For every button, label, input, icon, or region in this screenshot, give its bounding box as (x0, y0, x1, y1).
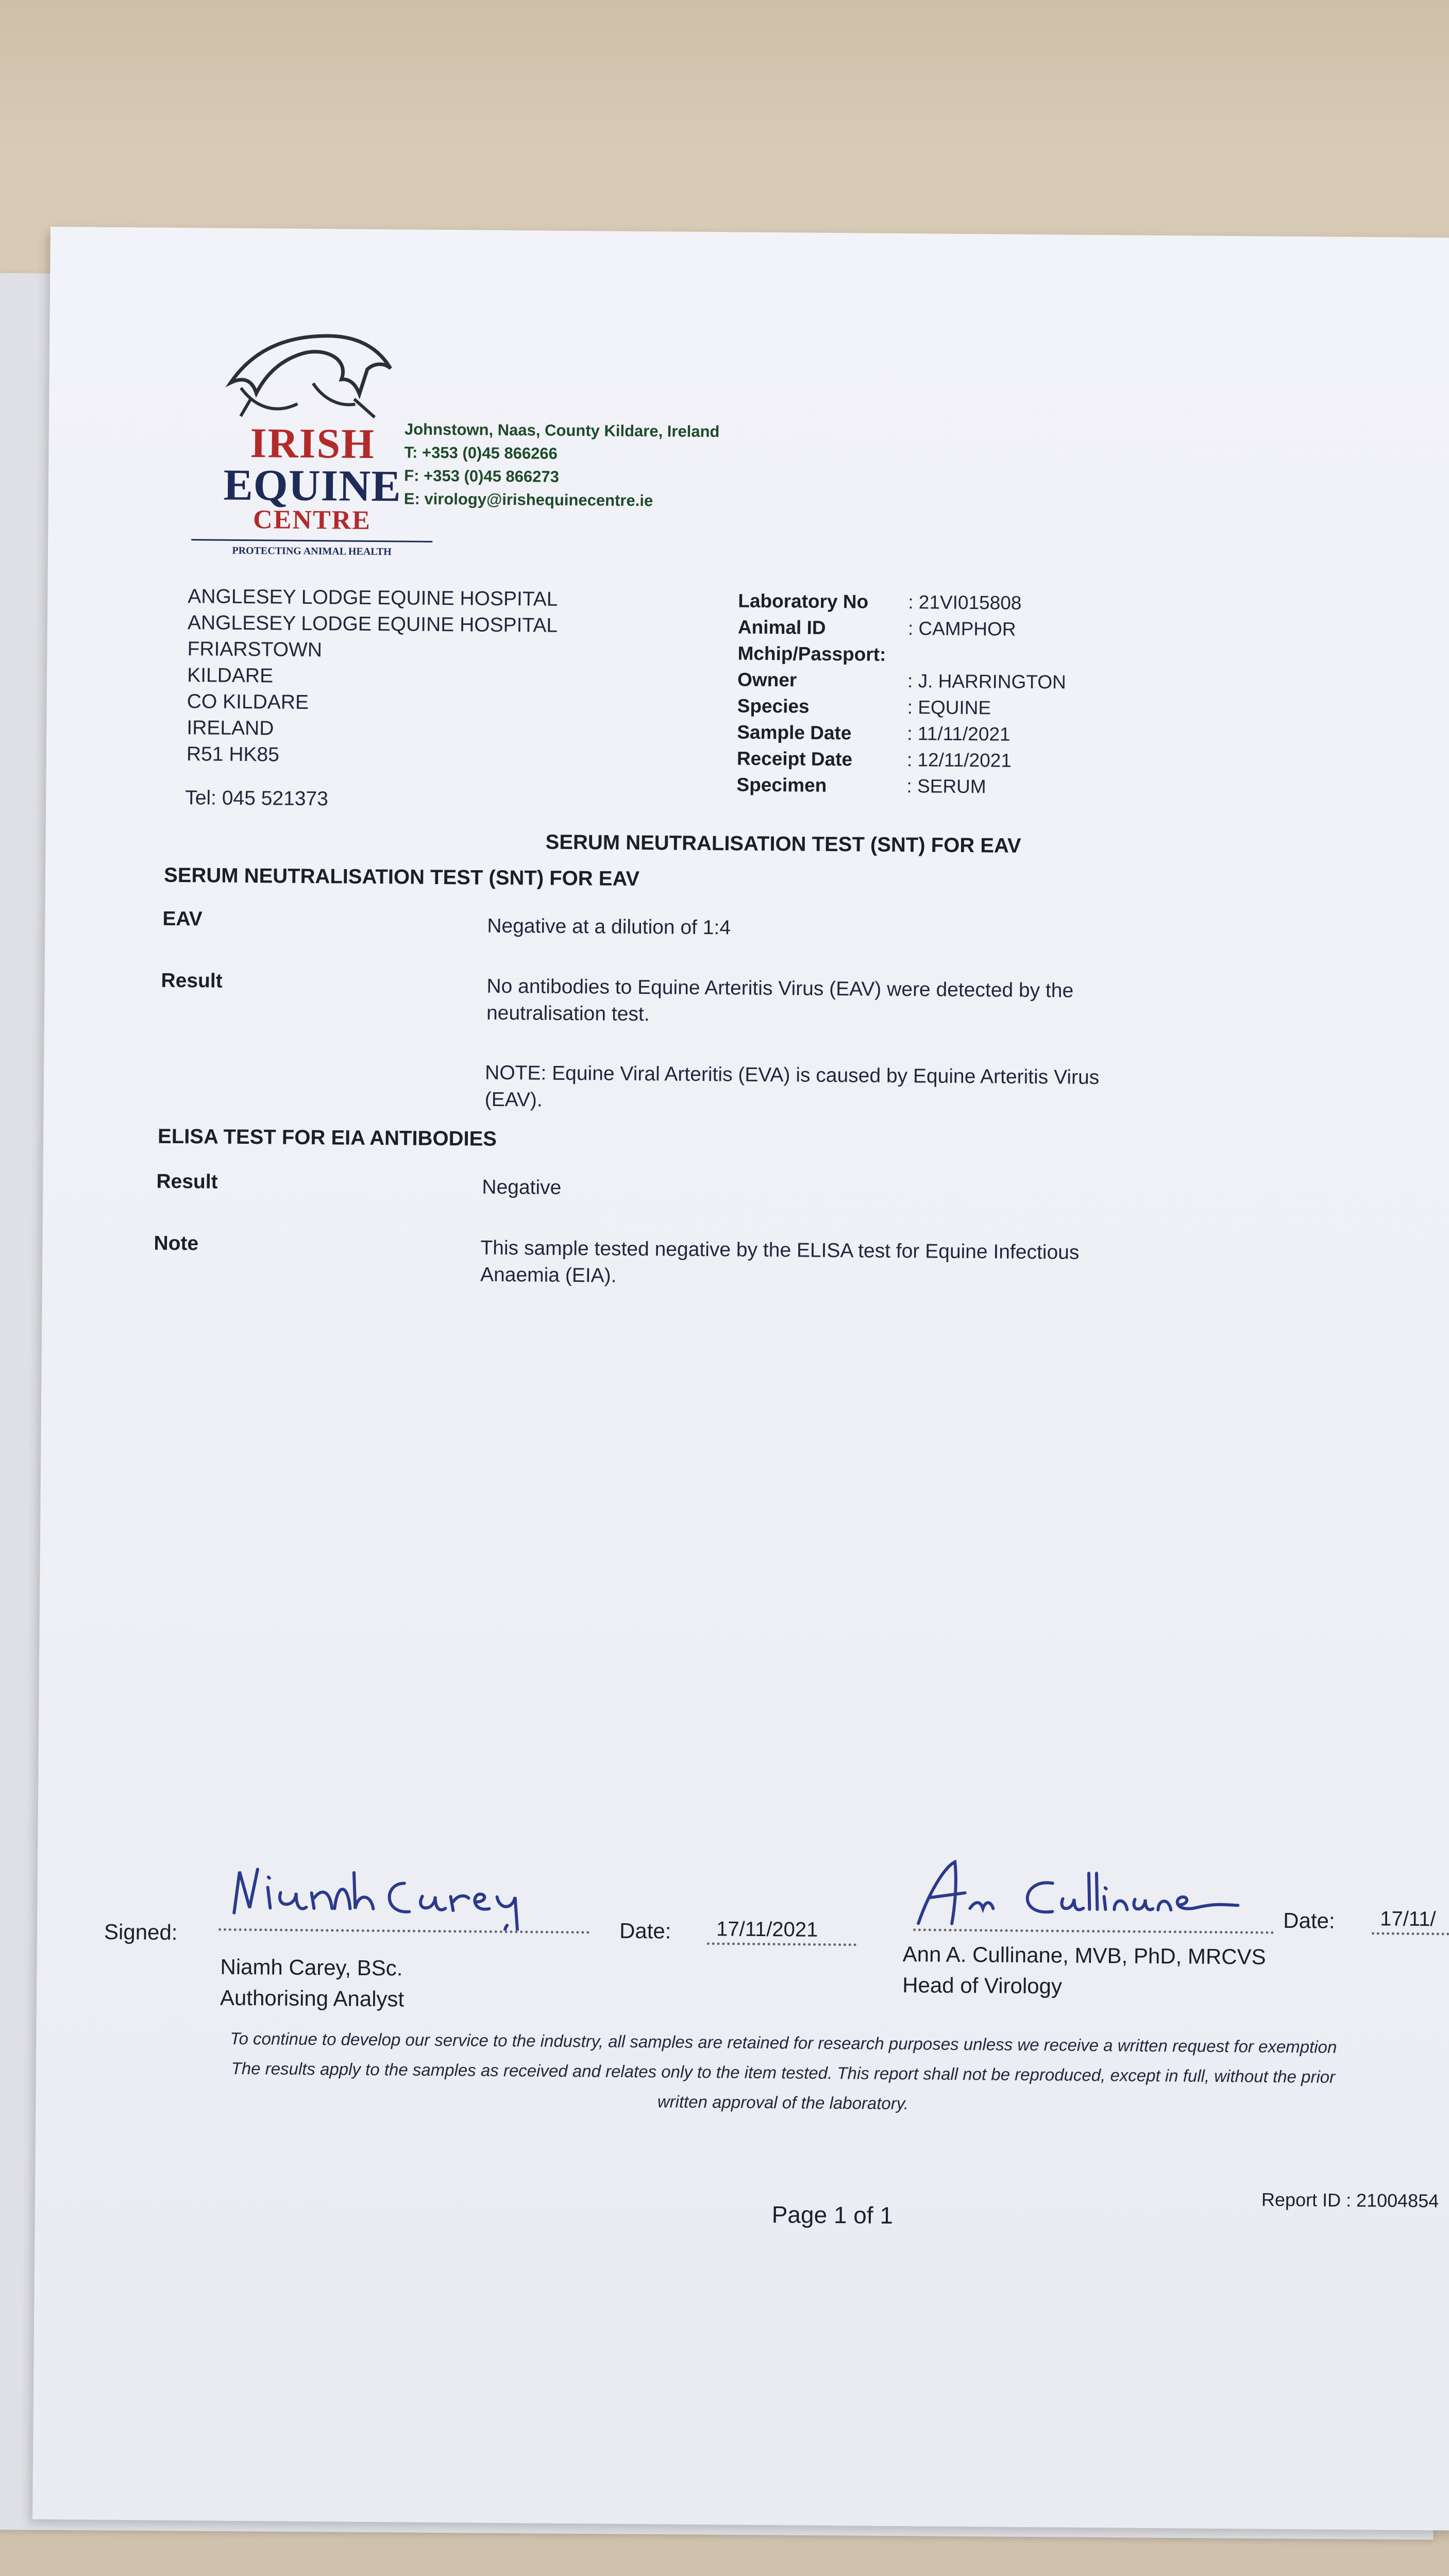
date-label-2: Date: (1283, 1908, 1335, 1933)
contact-address: Johnstown, Naas, County Kildare, Ireland (404, 420, 720, 441)
report-sheet (32, 227, 1449, 2531)
logo-centre: CENTRE (252, 505, 372, 535)
address-line: FRIARSTOWN (187, 638, 323, 662)
lab-value: : 12/11/2021 (906, 749, 1012, 771)
lab-label: Species (737, 695, 810, 717)
report-id: Report ID : 21004854 (1261, 2189, 1439, 2212)
snt-note: NOTE: Equine Viral Arteritis (EVA) is caused by Equine Arteritis Virus (EAV). (484, 1061, 1100, 1111)
elisa-note-value: This sample tested negative by the ELISA test for Equine Infectious Anaemia (EIA). (480, 1236, 1080, 1287)
contact-phone: T: +353 (0)45 866266 (404, 443, 558, 463)
footnote-line: written approval of the laboratory. (657, 2092, 909, 2113)
date-line-2 (1372, 1932, 1449, 1935)
contact-block (404, 417, 720, 513)
lab-value: : SERUM (906, 775, 986, 798)
address-line: R51 HK85 (186, 743, 280, 766)
lab-label: Receipt Date (736, 748, 853, 770)
footnote-line: The results apply to the samples as received and relates only to the item tested. This report shall not be reproduced, except in full, without the prior (231, 2058, 1336, 2087)
lab-row (737, 719, 1066, 748)
recipient-tel: Tel: 045 521373 (185, 787, 329, 810)
eav-value: Negative at a dilution of 1:4 (487, 914, 731, 939)
lab-row (737, 692, 1066, 721)
elisa-result-label: Result (156, 1170, 218, 1193)
handwritten-signature-icon (898, 1851, 1259, 1931)
logo-irish: IRISH (250, 419, 376, 467)
lab-value: : 21VI015808 (908, 591, 1022, 614)
lab-label: Animal ID (737, 616, 826, 638)
elisa-result-value: Negative (482, 1176, 562, 1199)
head-virology-block (902, 1939, 1266, 2004)
logo-tagline: PROTECTING ANIMAL HEALTH (191, 539, 432, 558)
analyst-role: Authorising Analyst (220, 1985, 405, 2011)
date-value-1: 17/11/2021 (716, 1918, 818, 1941)
recipient-address (187, 583, 558, 770)
contact-fax: F: +353 (0)45 866273 (404, 466, 560, 486)
snt-result-label: Result (161, 969, 223, 992)
handwritten-signature-icon (218, 1851, 590, 1931)
lab-value: : EQUINE (907, 697, 991, 719)
date-line-1 (707, 1942, 856, 1946)
lab-value: : CAMPHOR (907, 618, 1016, 640)
snt-heading: SERUM NEUTRALISATION TEST (SNT) FOR EAV (163, 863, 640, 891)
lab-row (737, 745, 1066, 774)
elisa-heading: ELISA TEST FOR EIA ANTIBODIES (157, 1125, 497, 1150)
disclaimer-footnote (139, 2023, 1427, 2123)
footnote-line: To continue to develop our service to the industry, all samples are retained for research purposes unless we receive a written request for exemption (230, 2028, 1337, 2057)
contact-email: E: virology@irishequinecentre.ie (403, 489, 653, 510)
lab-row (736, 771, 1065, 800)
signature-ann-cullinane (898, 1851, 1259, 1931)
eav-label: EAV (162, 907, 203, 930)
lab-row (737, 666, 1066, 695)
analyst-block (220, 1952, 405, 2015)
horse-logo-icon (220, 321, 406, 420)
lab-label: Owner (737, 669, 797, 691)
lab-value: : 11/11/2021 (907, 723, 1010, 745)
date-label-1: Date: (619, 1918, 671, 1943)
head-role: Head of Virology (902, 1973, 1063, 1998)
lab-value: : J. HARRINGTON (907, 670, 1066, 693)
lab-details (736, 588, 1067, 801)
lab-label: Mchip/Passport: (737, 642, 886, 665)
head-name: Ann A. Cullinane, MVB, PhD, MRCVS (902, 1942, 1266, 1969)
signature-niamh-carey (218, 1851, 590, 1931)
address-line: ANGLESEY LODGE EQUINE HOSPITAL (188, 585, 558, 611)
irish-equine-centre-logo (188, 320, 437, 558)
snt-result-value: No antibodies to Equine Arteritis Virus (EAV) were detected by the neutralisation test. (486, 975, 1074, 1026)
lab-label: Laboratory No (738, 590, 869, 613)
address-line: KILDARE (187, 664, 274, 687)
signed-label: Signed: (104, 1919, 178, 1945)
analyst-name: Niamh Carey, BSc. (220, 1954, 403, 1980)
report-title: SERUM NEUTRALISATION TEST (SNT) FOR EAV (545, 831, 1021, 857)
lab-row (738, 588, 1067, 617)
logo-equine: EQUINE (223, 460, 402, 511)
lab-label: Sample Date (737, 721, 852, 744)
lab-row (738, 614, 1067, 643)
elisa-note-label: Note (154, 1232, 199, 1255)
date-value-2: 17/11/ (1380, 1907, 1436, 1931)
address-line: IRELAND (187, 717, 274, 740)
lab-label: Specimen (736, 774, 827, 796)
address-line: ANGLESEY LODGE EQUINE HOSPITAL (187, 612, 558, 637)
page-number: Page 1 of 1 (771, 2201, 894, 2229)
lab-row (737, 640, 1066, 669)
address-line: CO KILDARE (187, 690, 309, 714)
